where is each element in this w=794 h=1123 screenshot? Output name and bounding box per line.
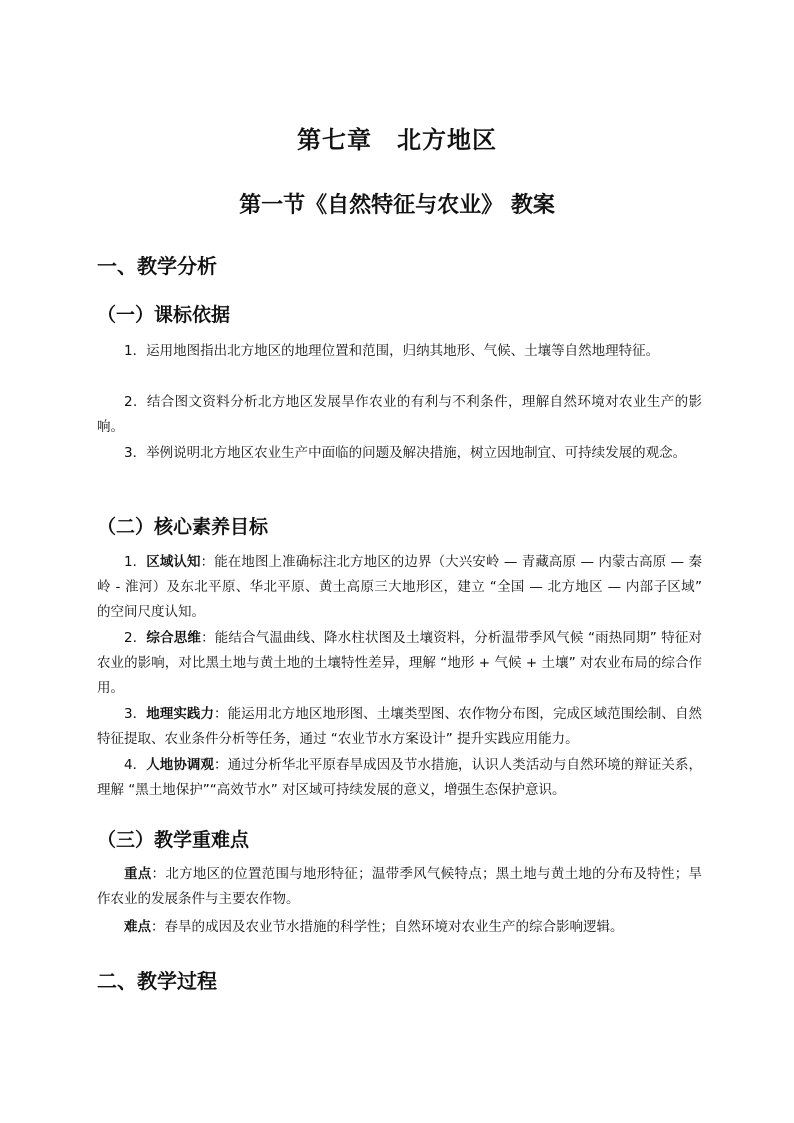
goal-label: 综合思维 (146, 630, 202, 646)
chapter-title: 第七章 北方地区 (297, 126, 497, 154)
difficult-points-text: ：春旱的成因及农业节水措施的科学性；自然环境对农业生产的综合影响逻辑。 (151, 919, 624, 935)
goal-label: 地理实践力 (146, 706, 215, 722)
standard-item-2: 2．结合图文资料分析北方地区发展旱作农业的有利与不利条件，理解自然环境对农业生产的影响。 (97, 394, 702, 435)
goal-text: ：能运用北方地区地形图、土壤类型图、农作物分布图，完成区域范围绘制、自然特征提取、农业条件分析等任务，通过 “农业节水方案设计” 提升实践应用能力。 (97, 706, 703, 747)
goal-num: 3． (124, 706, 147, 722)
goal-item-1 (97, 550, 702, 625)
goal-num: 2． (124, 630, 147, 646)
goal-label: 区域认知 (146, 554, 201, 570)
goal-item-4 (97, 753, 702, 803)
section-title: 第一节《自然特征与农业》 教案 (239, 193, 555, 218)
difficult-points-label: 难点 (124, 919, 151, 935)
goal-item-2 (97, 626, 702, 701)
key-points-text: ：北方地区的位置范围与地形特征；温带季风气候特点；黑土地与黄土地的分布及特性；旱作农业的发展条件与主要农作物。 (97, 866, 703, 907)
goal-label: 人地协调观 (146, 757, 215, 773)
goal-text: ：能结合气温曲线、降水柱状图及土壤资料，分析温带季风气候 “雨热同期” 特征对农业的影响，对比黑土地与黄土地的土壤特性差异，理解 “地形 + 气候 + 土壤” 对农业布局的综合作用。 (97, 630, 703, 696)
part2-heading: 二、教学过程 (97, 969, 217, 993)
goal-num: 4． (124, 757, 147, 773)
key-difficult-heading: （三）教学重难点 (97, 829, 250, 851)
standard-item-3: 3．举例说明北方地区农业生产中面临的问题及解决措施，树立因地制宜、可持续发展的观念。 (124, 445, 687, 461)
goal-num: 1． (124, 554, 147, 570)
key-points-paragraph (97, 862, 702, 912)
key-points-label: 重点 (124, 866, 152, 882)
goal-text: ：能在地图上准确标注北方地区的边界（大兴安岭 — 青藏高原 — 内蒙古高原 — 秦岭 - 淮河）及东北平原、华北平原、黄土高原三大地形区，建立 “全国 — 北方地区 — 内部子区域” 的空间尺度认知。 (97, 554, 703, 620)
part1-heading: 一、教学分析 (97, 254, 217, 278)
goal-text: ：通过分析华北平原春旱成因及节水措施，认识人类活动与自然环境的辩证关系，理解 “黑土地保护”“高效节水” 对区域可持续发展的意义，增强生态保护意识。 (97, 757, 703, 798)
goal-item-3 (97, 702, 702, 752)
goals-heading: （二）核心素养目标 (97, 516, 269, 538)
standard-item-1: 1．运用地图指出北方地区的地理位置和范围，归纳其地形、气候、土壤等自然地理特征。 (124, 343, 660, 359)
standards-heading: （一）课标依据 (97, 304, 231, 326)
difficult-points-paragraph (97, 915, 702, 940)
